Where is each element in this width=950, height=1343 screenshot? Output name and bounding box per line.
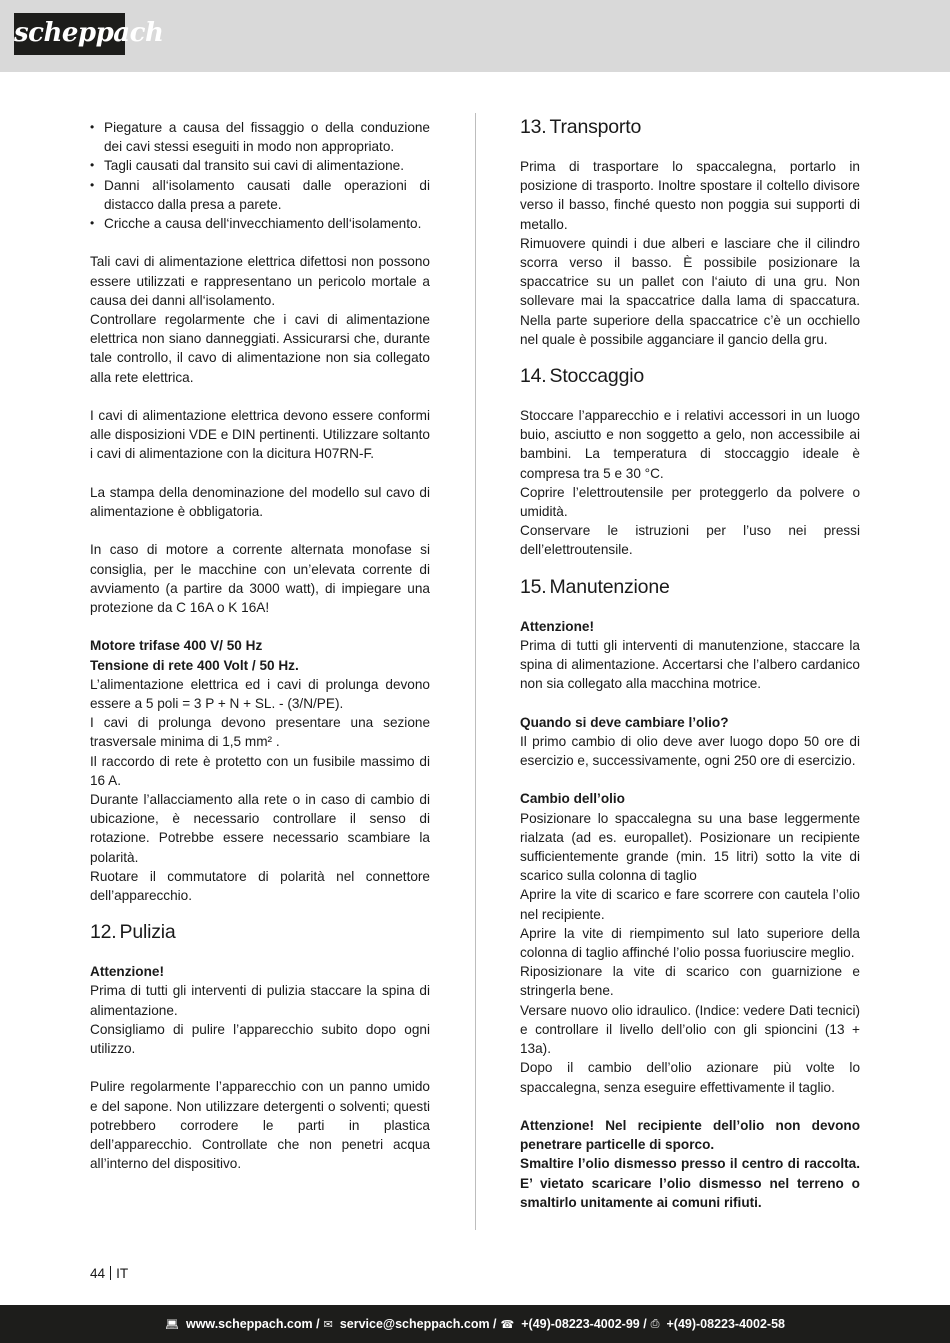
bold-heading: Tensione di rete 400 Volt / 50 Hz. xyxy=(90,657,299,673)
page-number-label xyxy=(90,1265,128,1283)
warning-text: Smaltire l’olio dismesso presso il centro di raccolta. E’ vietato scaricare l’olio dismesso nel terreno o smaltirlo unitamente ai comuni rifiuti. xyxy=(520,1156,860,1210)
paragraph: Ruotare il commutatore di polarità nel connettore dell’apparecchio. xyxy=(90,868,430,904)
left-column xyxy=(90,118,430,1173)
warning-text: Attenzione! Nel recipiente dell’olio non devono penetrare particelle di sporco. xyxy=(520,1117,860,1153)
section-title: Manutenzione xyxy=(549,575,670,598)
paragraph: Prima di tutti gli interventi di pulizia staccare la spina di alimentazione. xyxy=(90,983,430,1018)
paragraph: Consigliamo di pulire l’apparecchio subito dopo ogni utilizzo. xyxy=(90,1021,430,1057)
paragraph: Tali cavi di alimentazione elettrica difettosi non possono essere utilizzati e rappresentano un pericolo mortale a causa dei danni all‘isolamento. xyxy=(90,254,430,308)
paragraph: Dopo il cambio dell’olio azionare più volte lo spaccalegna, senza eseguire effettivamente il taglio. xyxy=(520,1060,860,1095)
subheading: Cambio dell’olio xyxy=(520,791,625,807)
phone-icon: ☎ xyxy=(500,1318,515,1331)
paragraph: In caso di motore a corrente alternata monofase si consiglia, per le macchine con un’elevata corrente di avviamento (a partire da 3000 watt), di impiegare una protezione da C 16A o K 16A! xyxy=(90,542,430,616)
paragraph: Durante l’allacciamento alla rete o in caso di cambio di ubicazione, è necessario controllare il senso di rotazione. Potrebbe essere necessario scambiare la polarità. xyxy=(90,792,430,865)
paragraph: Riposizionare la vite di scarico con guarnizione e stringerla bene. xyxy=(520,964,860,999)
computer-icon: 💻︎ xyxy=(165,1318,179,1331)
website-link[interactable]: www.scheppach.com / xyxy=(185,1317,320,1331)
paragraph: Aprire la vite di scarico e fare scorrere con cautela l’olio nel recipiente. xyxy=(520,887,860,922)
section-heading-12 xyxy=(90,919,430,945)
section-number: 13. xyxy=(520,116,547,138)
footer-contact-bar xyxy=(0,1305,950,1343)
paragraph: L’alimentazione elettrica ed i cavi di prolunga devono essere a 5 poli = 3 P + N + SL. - (3/N/PE). xyxy=(90,676,430,712)
paragraph: Aprire la vite di riempimento sul lato superiore della colonna di taglio affinché l’olio possa fuoriuscire meglio. xyxy=(520,925,860,961)
language-code: IT xyxy=(116,1266,129,1281)
mail-icon: ✉ xyxy=(323,1318,333,1331)
paragraph: I cavi di prolunga devono presentare una sezione trasversale minima di 1,5 mm² . xyxy=(90,715,430,750)
attention-label: Attenzione! xyxy=(520,618,595,634)
list-item: • Tagli causati dal transito sui cavi di alimentazione. xyxy=(90,156,430,175)
list-item: • Cricche a causa dell‘invecchiamento dell‘isolamento. xyxy=(90,214,430,233)
paragraph: Pulire regolarmente l’apparecchio con un panno umido e del sapone. Non utilizzare detergenti o solventi; questi potrebbero corrodere le parti in plastica dell’apparecchio. Controllate che non penetri acqua all’interno del dispositivo. xyxy=(90,1079,430,1172)
paragraph: Versare nuovo olio idraulico. (Indice: vedere Dati tecnici) e controllare il livello dell’olio con gli spioncini (13 + 13a). xyxy=(520,1002,860,1057)
paragraph: Conservare le istruzioni per l’uso nei pressi dell’elettroutensile. xyxy=(520,523,860,558)
subheading: Quando si deve cambiare l’olio? xyxy=(520,714,729,730)
phone-number: +(49)-08223-4002-99 / xyxy=(521,1317,647,1331)
column-divider xyxy=(475,113,476,1230)
section-heading-15 xyxy=(520,574,860,600)
fax-number: +(49)-08223-4002-58 xyxy=(666,1317,785,1331)
list-item: • Danni all‘isolamento causati dalle operazioni di distacco dalla presa a parete. xyxy=(90,176,430,214)
paragraph: Prima di trasportare lo spaccalegna, portarlo in posizione di trasporto. Inoltre spostare il coltello divisore verso il basso, finché questo non poggia sui supporti di metallo. xyxy=(520,159,860,232)
paragraph: Stoccare l’apparecchio e i relativi accessori in un luogo buio, asciutto e non soggetto a gelo, non accessibile ai bambini. La temperatura di stoccaggio ideale è compresa tra 5 e 30 °C. xyxy=(520,408,860,481)
paragraph: La stampa della denominazione del modello sul cavo di alimentazione è obbligatoria. xyxy=(90,484,430,520)
page-number: 44 xyxy=(90,1266,106,1281)
right-column xyxy=(520,114,860,1212)
section-title: Pulizia xyxy=(119,921,176,944)
fax-icon: ⎙ xyxy=(650,1317,660,1330)
attention-label: Attenzione! xyxy=(90,964,165,980)
section-title: Stoccaggio xyxy=(549,365,644,388)
header-bar xyxy=(0,0,950,72)
paragraph: Prima di tutti gli interventi di manutenzione, staccare la spina di alimentazione. Accertarsi che l’albero cardanico non sia collegato alla macchina motrice. xyxy=(520,637,860,692)
section-number: 15. xyxy=(520,575,547,598)
section-title: Transporto xyxy=(549,116,642,138)
paragraph: Il raccordo di rete è protetto con un fusibile massimo di 16 A. xyxy=(90,753,430,788)
scheppach-logo: scheppach xyxy=(14,13,125,55)
section-number: 14. xyxy=(520,365,547,388)
bold-heading: Motore trifase 400 V/ 50 Hz xyxy=(90,638,263,654)
separator xyxy=(110,1266,111,1280)
paragraph: Coprire l’elettroutensile per proteggerlo da polvere o umidità. xyxy=(520,484,860,520)
section-heading-14 xyxy=(520,363,860,389)
section-number: 12. xyxy=(90,921,117,944)
paragraph: Controllare regolarmente che i cavi di alimentazione elettrica non siano danneggiati. Assicurarsi che, durante tale controllo, il cavo di alimentazione non sia collegato alla rete elettrica. xyxy=(90,312,430,385)
paragraph: I cavi di alimentazione elettrica devono essere conformi alle disposizioni VDE e DIN pertinenti. Utilizzare soltanto i cavi di alimentazione con la dicitura H07RN-F. xyxy=(90,408,430,462)
paragraph: Posizionare lo spaccalegna su una base leggermente rialzata (ad es. europallet). Posizionare un recipiente sufficientemente grande (min. 15 litri) sotto la vite di scarico sulla colonna di taglio xyxy=(520,810,860,884)
section-heading-13 xyxy=(520,114,860,140)
paragraph: Rimuovere quindi i due alberi e lasciare che il cilindro scorra verso il basso. È possibile posizionare la spaccatrice su un pallet con l‘aiuto di una gru. Non sollevare mai la spaccatrice dalla lama di spaccatura. Nella parte superiore della spaccatrice c’è un occhiello nel quale è possibile agganciare il gancio della gru. xyxy=(520,235,860,347)
paragraph: Il primo cambio di olio deve aver luogo dopo 50 ore di esercizio e, successivamente, ogni 250 ore di esercizio. xyxy=(520,733,860,769)
email-link[interactable]: service@scheppach.com / xyxy=(339,1317,497,1331)
bullet-list xyxy=(90,118,430,233)
list-item: • Piegature a causa del fissaggio o della conduzione dei cavi stessi eseguiti in modo non appropriato. xyxy=(90,118,430,156)
